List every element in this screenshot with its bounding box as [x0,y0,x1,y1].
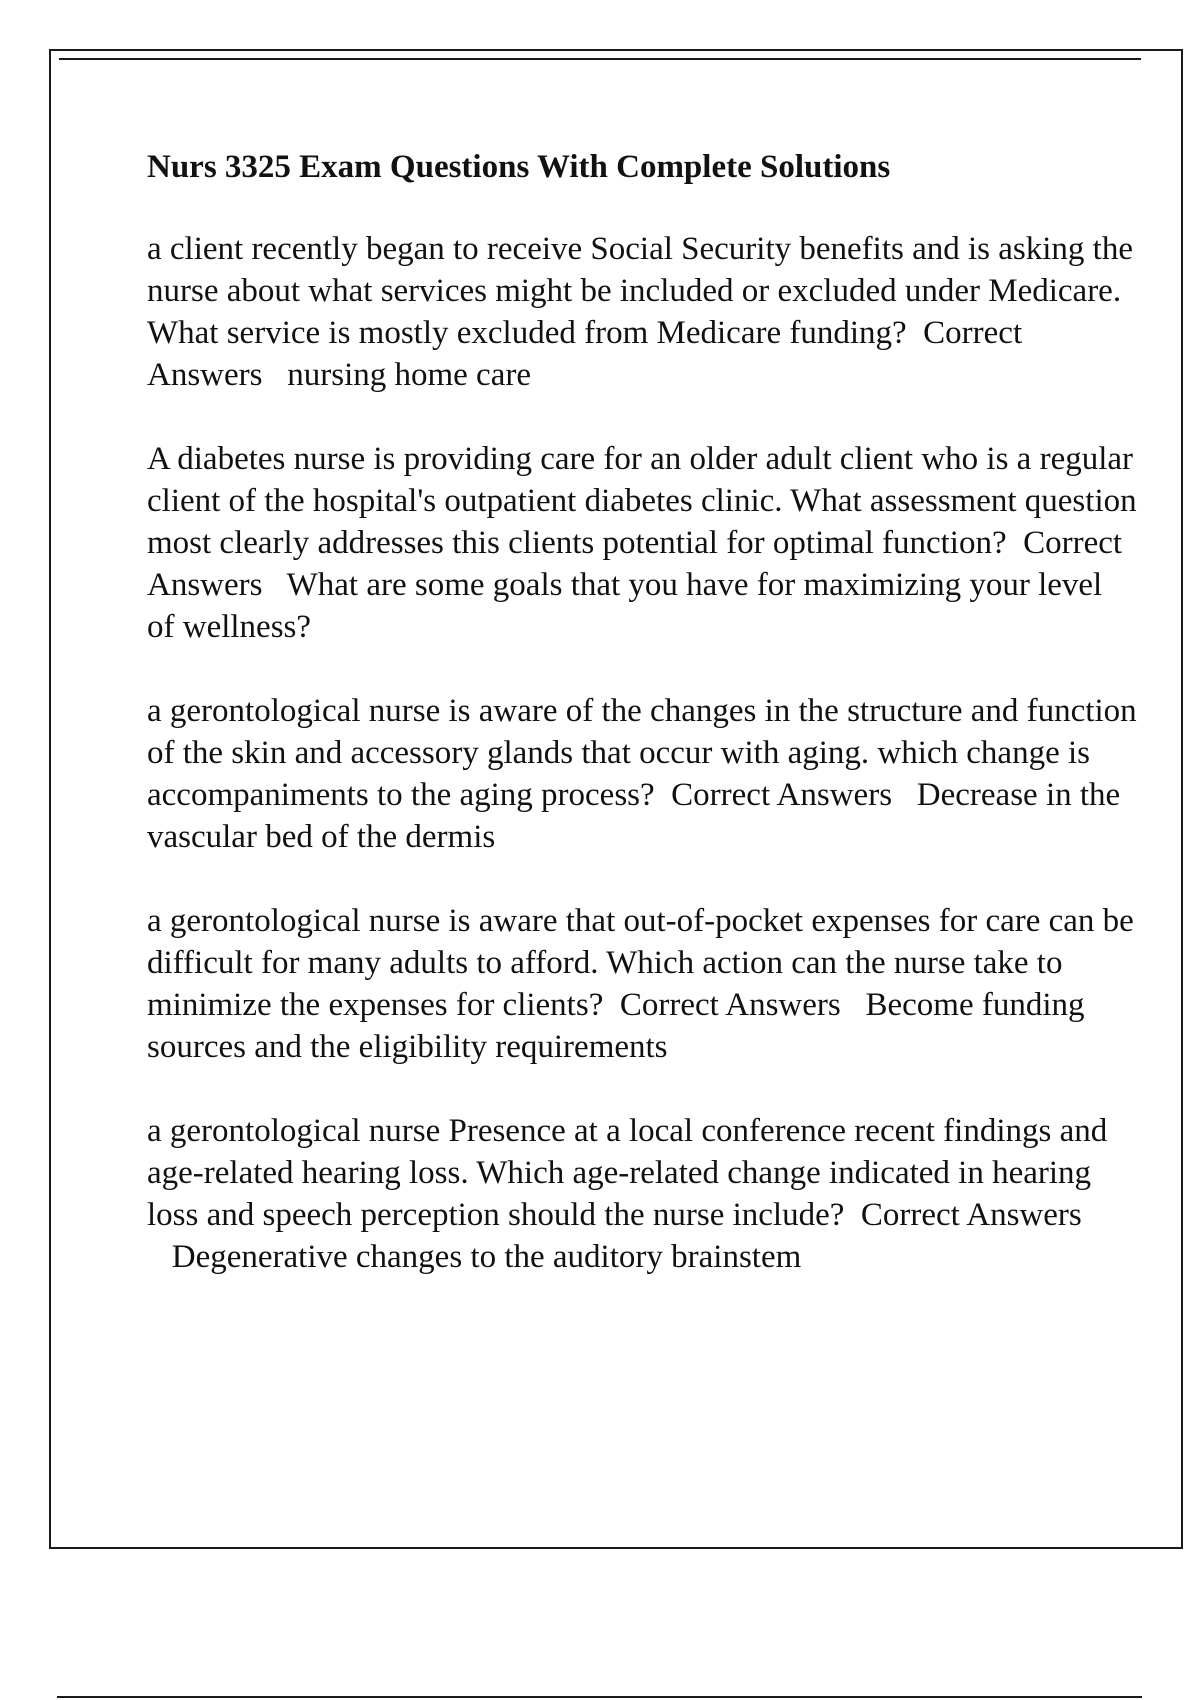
qa-item-1 [147,228,1137,396]
answer-text: nursing home care [287,357,531,393]
answer-marker: Correct Answers [147,525,1123,603]
page-frame [49,49,1183,1549]
question-text: a gerontological nurse is aware that out-of-pocket expenses for care can be difficult for many adults to afford. Which action can the nurse take to minimize the expenses for clients? [147,903,1134,1023]
answer-marker: Correct Answers [860,1197,1082,1233]
question-text: a gerontological nurse is aware of the changes in the structure and function of the skin and accessory glands that occur with aging. which change is accompaniments to the aging process? [147,693,1137,813]
answer-text: Become funding sources and the eligibility requirements [147,987,1085,1065]
document-body [147,146,1137,1320]
answer-marker: Correct Answers [147,315,1023,393]
qa-item-3 [147,690,1137,858]
qa-item-5 [147,1110,1137,1278]
qa-item-2 [147,438,1137,648]
qa-item-4 [147,900,1137,1068]
answer-text: What are some goals that you have for maximizing your level of wellness? [147,567,1103,645]
top-rule [59,58,1141,60]
question-text: a gerontological nurse Presence at a local conference recent findings and age-related hearing loss. Which age-related change indicated in hearing loss and speech perception should the nurse include? [147,1113,1108,1233]
document-title: Nurs 3325 Exam Questions With Complete Solutions [147,149,891,185]
answer-text: Degenerative changes to the auditory brainstem [171,1239,802,1275]
bottom-rule [57,1696,1142,1698]
question-text: a client recently began to receive Social Security benefits and is asking the nurse about what services might be included or excluded under Medicare. What service is mostly excluded from Medicare funding? [147,231,1133,351]
answer-marker: Correct Answers [619,987,841,1023]
question-text: A diabetes nurse is providing care for an older adult client who is a regular client of the hospital's outpatient diabetes clinic. What assessment question most clearly addresses this clients potential for optimal function? [147,441,1137,561]
answer-text: Decrease in the vascular bed of the dermis [147,777,1121,855]
answer-marker: Correct Answers [671,777,893,813]
